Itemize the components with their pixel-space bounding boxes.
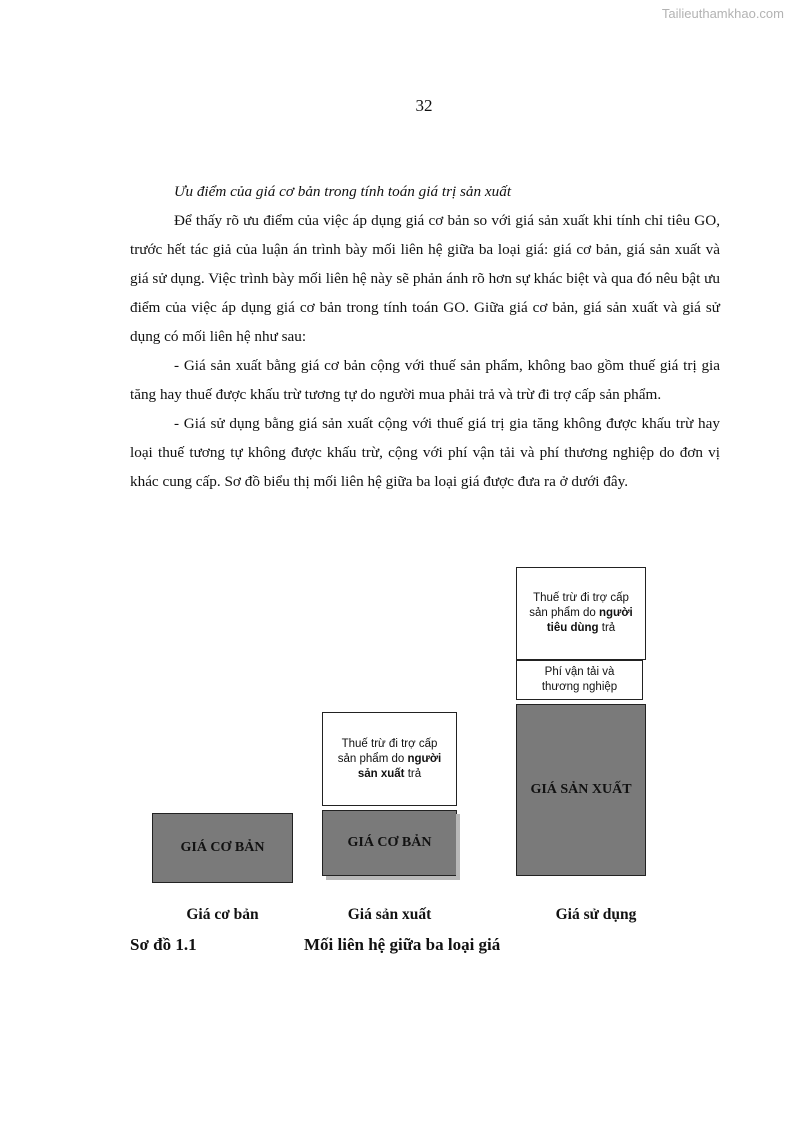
paragraph-producer-price: - Giá sản xuất bằng giá cơ bản cộng với thuế sản phẩm, không bao gồm thuế giá trị gia tăng hay thuế được khấu trừ tương tự do người mua phải trả và trừ đi trợ cấp sản phẩm. xyxy=(130,357,720,403)
basic-price-box-label: GIÁ CƠ BẢN xyxy=(180,840,265,855)
producer-tax-text: Thuế trừ đi trợ cấp sản phẩm do người sản xuất trả xyxy=(337,737,442,780)
basic-price-box xyxy=(152,813,293,883)
basic-price-box-2 xyxy=(322,810,457,876)
box-shadow-side xyxy=(456,814,460,880)
producer-tax-box xyxy=(322,712,457,806)
producer-price-box-label: GIÁ SẢN XUẤT xyxy=(530,782,632,797)
paragraph-intro: Để thấy rõ ưu điểm của việc áp dụng giá cơ bản so với giá sản xuất khi tính chỉ tiêu GO, trước hết tác giả của luận án trình bày mối liên hệ giữa ba loại giá: giá cơ bản, giá sản xuất và giá sử dụng. Việc trình bày mối liên hệ này sẽ phản ánh rõ hơn sự khác biệt và qua đó nêu bật ưu điểm của việc áp dụng giá cơ bản trong tính toán GO. Giữa giá cơ bản, giá sản xuất và giá sử dụng có mối liên hệ như sau: xyxy=(130,212,720,345)
producer-price-box xyxy=(516,704,646,876)
consumer-tax-bold: người tiêu dùng xyxy=(546,607,633,634)
label-purchaser-price: Giá sử dụng xyxy=(555,906,637,923)
diagram-caption-number: Sơ đồ 1.1 xyxy=(130,935,197,954)
paragraph-purchaser-price: - Giá sử dụng bằng giá sản xuất cộng với thuế giá trị gia tăng không được khấu trừ hay loại thuế tương tự không được khấu trừ, cộng với phí vận tải và phí thương nghiệp do đơn vị khác cung cấp. Sơ đồ biểu thị mối liên hệ giữa ba loại giá được đưa ra ở dưới đây. xyxy=(130,415,720,490)
basic-price-box-2-label: GIÁ CƠ BẢN xyxy=(347,835,432,850)
page-number: 32 xyxy=(415,96,433,115)
label-basic-price: Giá cơ bản xyxy=(186,906,259,923)
label-producer-price: Giá sản xuất xyxy=(347,906,432,923)
consumer-tax-box xyxy=(516,567,646,660)
body-text xyxy=(130,177,720,496)
box-shadow xyxy=(326,876,457,880)
producer-tax-bold: người sản xuất xyxy=(357,752,442,780)
transport-trade-text: Phí vận tải và thương nghiệp xyxy=(541,666,618,693)
section-heading: Ưu điểm của giá cơ bản trong tính toán giá trị sản xuất xyxy=(174,183,512,200)
watermark: Tailieuthamkhao.com xyxy=(661,6,784,21)
diagram-caption-title: Mối liên hệ giữa ba loại giá xyxy=(304,935,501,954)
transport-trade-box xyxy=(516,660,643,700)
consumer-tax-text: Thuế trừ đi trợ cấp sản phẩm do người tiêu dùng trả xyxy=(529,592,633,634)
